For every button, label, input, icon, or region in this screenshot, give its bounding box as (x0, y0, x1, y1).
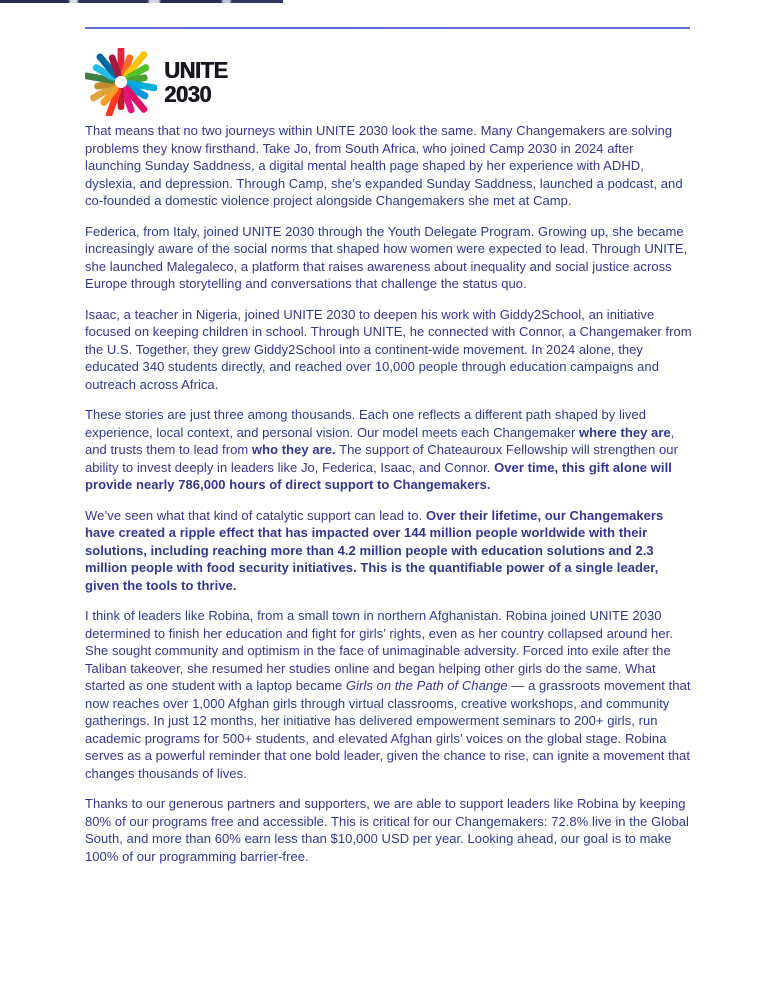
text-run: We’ve seen what that kind of catalytic support can lead to. (85, 507, 426, 523)
text-run: Isaac, a teacher in Nigeria, joined UNITE 2030 to deepen his work with Giddy2School, an initiative focused on keeping children in school. Through UNITE, he connected with Connor, a Changemaker from the U.S. Together, they grew Giddy2School into a continent-wide movement. In 2024 alone, they educated 340 students directly, and reached over 10,000 people through education campaigns and outreach across Africa. (85, 306, 692, 392)
scan-artifact-top (0, 0, 283, 3)
logo-line-2: 2030 (164, 80, 211, 107)
text-run: who they are. (251, 442, 336, 457)
text-run: I think of leaders like Robina, from a small town in northern Afghanistan. Robina joined UNITE 2030 determined to finish her education and fight for girls’ rights, even as her country collapsed around her. She sought community and optimism in the face of unimaginable adversity. Forced into exile after the Taliban takeover, she resumed her studies online and began helping other girls do the same. What started as one student with a laptop became (85, 608, 673, 693)
starburst-logo-icon (85, 48, 157, 116)
text-run: These stories are just three among thousands. Each one reflects a different path shaped by lived experience, local context, and personal vision. Our model meets each Changemaker (85, 407, 647, 440)
text-run: That means that no two journeys within UNITE 2030 look the same. Many Changemakers are solving problems they know firsthand. Take Jo, from South Africa, who joined Camp 2030 in 2024 after launching Sunday Saddness, a digital mental health page shaped by her experience with ADHD, dyslexia, and depression. Through Camp, she’s expanded Sunday Saddness, launched a podcast, and co-founded a domestic violence project alongside Changemakers she met at Camp. (85, 123, 683, 208)
text-run: Federica, from Italy, joined UNITE 2030 through the Youth Delegate Program. Growing up, she became increasingly aware of the social norms that shaped how women were expected to lead. Through UNITE, she launched Malegaleco, a platform that raises awareness about inequality and social justice across Europe through storytelling and conversations that challenge the status quo. (85, 223, 688, 291)
logo-line-1: UNITE (164, 57, 228, 84)
logo-wordmark (164, 58, 228, 106)
paragraph (85, 406, 692, 494)
paragraph (85, 507, 692, 595)
paragraph (85, 795, 692, 865)
paragraph (85, 223, 692, 293)
letter-body (85, 122, 692, 878)
unite-2030-logo (85, 48, 228, 116)
paragraph (85, 607, 692, 782)
paragraph (85, 306, 692, 394)
text-run: Girls on the Path of Change (345, 678, 508, 693)
paragraph (85, 122, 692, 210)
starburst-rays (85, 48, 157, 116)
text-run: The support of Chateauroux Fellowship will strengthen our ability to invest deeply in leaders like Jo, Federica, Isaac, and Connor. (85, 442, 678, 475)
text-run: where they are (578, 424, 671, 440)
text-run: , and trusts them to lead from (85, 424, 675, 457)
text-run: Over their lifetime, our Changemakers have created a ripple effect that has impacted over 144 million people worldwide with their solutions, including reaching more than 4.2 million people with education solutions and 2.3 million people with food security initiatives. This is the quantifiable power of a single leader, given the tools to thrive. (85, 507, 664, 593)
header-rule (85, 27, 690, 29)
text-run: Thanks to our generous partners and supporters, we are able to support leaders like Robina by keeping 80% of our programs free and accessible. This is critical for our Changemakers: 72.8% live in the Global South, and more than 60% earn less than $10,000 USD per year. Looking ahead, our goal is to make 100% of our programming barrier-free. (85, 796, 689, 864)
text-run: — a grassroots movement that now reaches over 1,000 Afghan girls through virtual classrooms, creative workshops, and community gatherings. In just 12 months, her initiative has delivered empowerment seminars to 200+ girls, run academic programs for 500+ students, and elevated Afghan girls’ voices on the global stage. Robina serves as a powerful reminder that one bold leader, given the chance to rise, can ignite a movement that changes thousands of lives. (85, 678, 691, 781)
text-run: Over time, this gift alone will provide nearly 786,000 hours of direct support to Changemakers. (85, 459, 672, 492)
